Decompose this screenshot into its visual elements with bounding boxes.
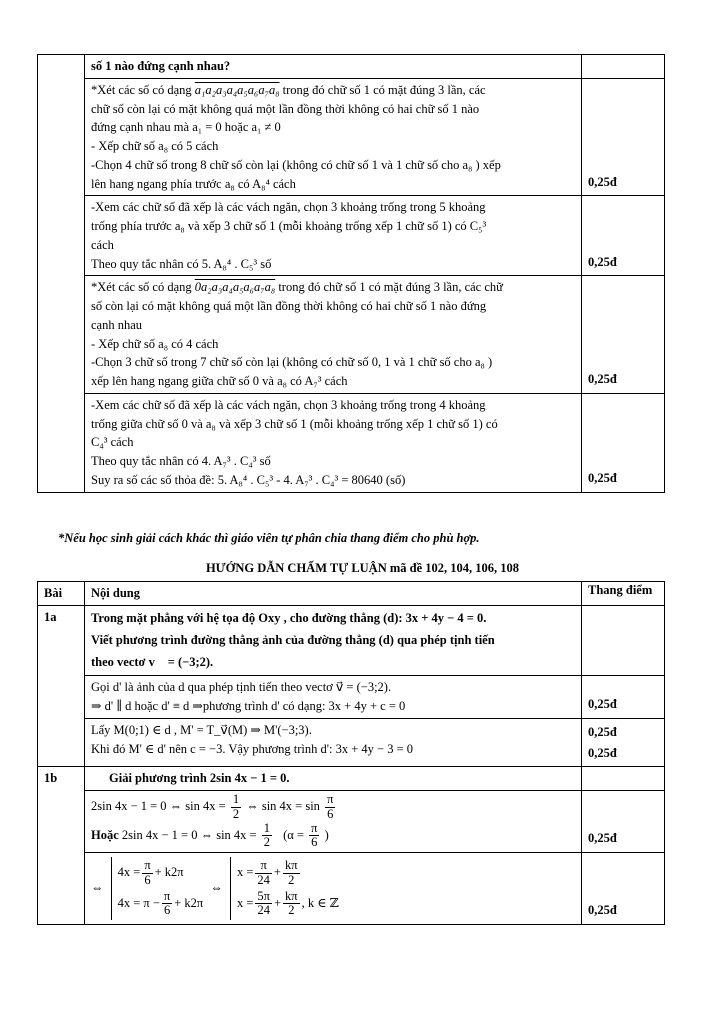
text: ⇔ sin 4x = sin	[246, 799, 320, 814]
bracket-system	[111, 857, 204, 920]
content-block-case2	[85, 276, 582, 394]
score-value: 0,25đ	[582, 393, 665, 492]
num: 1	[263, 820, 270, 835]
den: 6	[311, 835, 318, 850]
score-value: 0,25đ	[588, 745, 617, 760]
equiv-symbol: ⇔	[91, 880, 104, 895]
solution-1b-step2	[85, 853, 582, 925]
equation-line	[91, 822, 575, 851]
text: -Xem các chữ số đã xếp là các vách ngăn, chọn 3 khoảng trống trong 4 khoảng	[91, 397, 486, 412]
fraction	[255, 859, 272, 888]
text: *Xét các số có dạng	[91, 82, 192, 97]
text: x =	[236, 865, 254, 880]
num: π	[163, 888, 171, 903]
text: Viết phương trình đường thẳng ảnh của đường thẳng (d) qua phép tịnh tiến	[91, 632, 495, 647]
text: 4x = π −	[117, 895, 160, 910]
score-cell-empty	[582, 55, 665, 79]
text: -Chọn 4 chữ số trong 8 chữ số còn lại (không có chữ số 1 và 1 chữ số cho a₈ ) xếp	[91, 157, 501, 172]
text: -Xem các chữ số đã xếp là các vách ngăn, chọn 3 khoảng trống trong 5 khoảng	[91, 200, 486, 215]
text: cạnh nhau	[91, 317, 143, 332]
text: 2sin 4x − 1 = 0 ⇔ sin 4x =	[91, 799, 226, 814]
text: )	[324, 827, 329, 842]
num: π	[255, 859, 272, 874]
text: trống giữa chữ số 0 và a₈ và xếp 3 chữ số 1 (mỗi khoảng trống xếp 1 chữ số 1) có	[91, 416, 498, 431]
text: - Xếp chữ số a₈ có 4 cách	[91, 336, 219, 351]
num: π	[311, 820, 318, 835]
num: kπ	[285, 888, 298, 903]
text: Hoặc	[91, 827, 119, 842]
text: Lấy M(0;1) ∈ d , M' = T_v⃗(M) ⇒ M'(−3;3).	[91, 722, 312, 737]
eq-row	[237, 890, 339, 919]
header-bai: Bài	[38, 582, 85, 606]
den: 24	[257, 903, 270, 918]
text: +	[273, 865, 281, 880]
score-value: 0,25đ	[582, 196, 665, 276]
score-value: 0,25đ	[582, 78, 665, 196]
num: π	[144, 858, 151, 873]
text: Suy ra số các số thỏa đề: 5. A₈⁴ . C₅³ - 4. A₇³ . C₄³ = 80640 (số)	[91, 472, 406, 487]
question-1a	[85, 605, 582, 676]
text: , k ∈ ℤ	[301, 895, 339, 910]
section-heading: HƯỚNG DẪN CHẤM TỰ LUẬN mã đề 102, 104, 106, 108	[205, 561, 520, 575]
scoring-table	[37, 581, 665, 925]
bai-1b: 1b	[38, 767, 85, 925]
text: Trong mặt phẳng với hệ tọa độ Oxy , cho đường thẳng (d): 3x + 4y − 4 = 0.	[91, 610, 487, 625]
fraction	[283, 890, 300, 919]
score-value: 0,25đ	[582, 676, 665, 719]
text: 4x =	[117, 865, 141, 880]
text: trong đó chữ số 1 có mặt đúng 3 lần, các	[282, 82, 486, 97]
grading-note: *Nếu học sinh giải cách khác thì giáo viên tự phân chia thang điểm cho phù hợp.	[58, 531, 480, 545]
text: C₄³ cách	[91, 435, 134, 450]
num: 1	[232, 792, 240, 807]
score-value: 0,25đ	[582, 853, 665, 925]
text: -Chọn 3 chữ số trong 7 chữ số còn lại (không có chữ số 0, 1 và 1 chữ số cho a₈ )	[91, 355, 493, 370]
num: 5π	[257, 888, 270, 903]
fraction	[283, 859, 300, 888]
fraction	[325, 793, 335, 822]
text: Theo quy tắc nhân có 5. A₈⁴ . C₅³ số	[91, 256, 272, 271]
num: π	[327, 792, 334, 807]
header-thang-diem: Thang điểm	[582, 582, 665, 606]
fraction	[262, 822, 272, 851]
bracket-system	[230, 857, 339, 920]
text: xếp lên hang ngang giữa chữ số 0 và a₈ có A₇³ cách	[91, 374, 348, 388]
solution-1a-step2	[85, 718, 582, 767]
text: 2sin 4x − 1 = 0 ⇔ sin 4x =	[121, 827, 257, 842]
text: Theo quy tắc nhân có 4. A₇³ . C₄³ số	[91, 454, 271, 468]
fraction	[231, 793, 241, 822]
den: 6	[144, 872, 151, 887]
score-value: 0,25đ	[582, 791, 665, 853]
eq-row	[237, 859, 339, 888]
text: theo vectơ v⃗ = (−3;2).	[91, 654, 214, 669]
text: lên hang ngang phía trước a₈ có A₈⁴ cách	[91, 176, 296, 191]
bai-cell-empty	[38, 55, 85, 493]
text: trống phía trước a₈ và xếp 3 chữ số 1 (mỗi khoảng trống xếp 1 chữ số 1) có C₅³	[91, 219, 487, 233]
text: đứng cạnh nhau mà a₁ = 0 hoặc a₁ ≠ 0	[91, 120, 281, 135]
solution-1b-step1	[85, 791, 582, 853]
equiv-symbol: ⇔	[210, 880, 223, 895]
den: 2	[263, 835, 270, 850]
fraction	[142, 859, 152, 888]
score-cell-empty	[582, 767, 665, 791]
den: 2	[232, 806, 240, 821]
solution-1a-step1	[85, 676, 582, 719]
number-form: 0a₂a₃a₄a₅a₆a₇a₈	[194, 280, 276, 295]
score-value: 0,25đ	[588, 724, 617, 739]
text: cách	[91, 237, 114, 252]
equation-line	[91, 793, 575, 822]
text: *Xét các số có dạng	[91, 280, 192, 295]
score-cell-empty	[582, 605, 665, 676]
den: 2	[288, 872, 295, 887]
text: số còn lại có mặt không quá một lần đồng thời không có hai chữ số 1 nào đứng	[91, 299, 487, 313]
content-block-case1-count	[85, 196, 582, 276]
text: +	[273, 895, 282, 910]
text: (α =	[283, 827, 304, 842]
score-value: 0,25đ	[582, 276, 665, 394]
content-block-case1	[85, 78, 582, 196]
text: + k2π	[174, 895, 204, 910]
question-tail: số 1 nào đứng cạnh nhau?	[85, 55, 582, 79]
score-values	[582, 718, 665, 767]
den: 6	[163, 903, 171, 918]
text: Khi đó M' ∈ d' nên c = −3. Vậy phương trình d': 3x + 4y − 3 = 0	[91, 741, 414, 756]
content-block-case2-count	[85, 393, 582, 492]
scoring-table-continuation	[37, 54, 665, 493]
num: kπ	[284, 858, 298, 873]
eq-row	[118, 859, 204, 888]
question-1b: Giải phương trình 2sin 4x − 1 = 0.	[85, 767, 582, 791]
text: x =	[236, 895, 254, 910]
den: 2	[288, 903, 295, 918]
fraction	[309, 822, 319, 851]
den: 24	[257, 872, 270, 887]
fraction	[162, 890, 172, 919]
text: trong đó chữ số 1 có mặt đúng 3 lần, các chữ	[278, 280, 503, 295]
bai-1a: 1a	[38, 605, 85, 767]
text: chữ số còn lại có mặt không quá một lần đồng thời không có hai chữ số 1 nào	[91, 101, 480, 116]
header-noi-dung: Nội dung	[85, 582, 582, 606]
text: Gọi d' là ảnh của d qua phép tịnh tiến theo vectơ v⃗ = (−3;2).	[91, 680, 392, 695]
number-form: a₁a₂a₃a₄a₅a₆a₇a₈	[194, 82, 280, 97]
eq-row	[118, 890, 204, 919]
den: 6	[327, 806, 334, 821]
text: + k2π	[154, 865, 184, 880]
fraction	[255, 890, 272, 919]
text: - Xếp chữ số a₈ có 5 cách	[91, 139, 219, 153]
text: ⇒ d' ∥ d hoặc d' ≡ d ⇒phương trình d' có dạng: 3x + 4y + c = 0	[91, 699, 406, 714]
